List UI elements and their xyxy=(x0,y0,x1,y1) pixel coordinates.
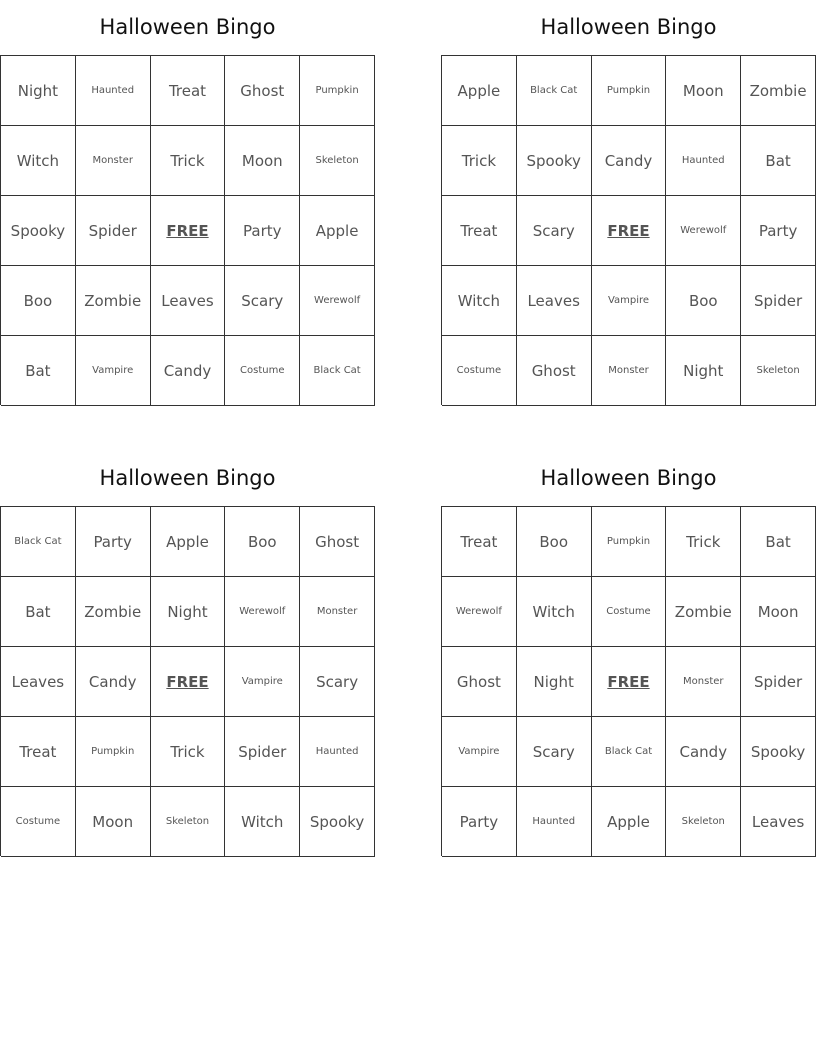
bingo-cell: Bat xyxy=(1,577,76,647)
free-space-cell: FREE xyxy=(151,647,226,717)
bingo-cell: Costume xyxy=(592,577,667,647)
bingo-cell: Night xyxy=(151,577,226,647)
bingo-cell: Spider xyxy=(76,196,151,266)
bingo-cell: Ghost xyxy=(442,647,517,717)
bingo-cell: Vampire xyxy=(442,717,517,787)
bingo-cell: Leaves xyxy=(151,266,226,336)
bingo-cell: Moon xyxy=(225,126,300,196)
bingo-cell: Apple xyxy=(442,56,517,126)
bingo-cell: Werewolf xyxy=(666,196,741,266)
bingo-cell: Night xyxy=(517,647,592,717)
bingo-cell: Spider xyxy=(741,266,816,336)
bingo-cell: Party xyxy=(442,787,517,857)
bingo-cell: Werewolf xyxy=(442,577,517,647)
bingo-cell: Ghost xyxy=(517,336,592,406)
bingo-cell: Skeleton xyxy=(666,787,741,857)
bingo-cell: Boo xyxy=(225,507,300,577)
bingo-card-2 xyxy=(441,0,816,405)
bingo-cell: Bat xyxy=(1,336,76,406)
bingo-cell: Witch xyxy=(517,577,592,647)
free-space-cell: FREE xyxy=(592,647,667,717)
bingo-cell: Black Cat xyxy=(1,507,76,577)
bingo-cell: Bat xyxy=(741,507,816,577)
bingo-card-4 xyxy=(441,451,816,856)
bingo-cell: Treat xyxy=(1,717,76,787)
bingo-cell: Vampire xyxy=(225,647,300,717)
bingo-cell: Spooky xyxy=(300,787,375,857)
bingo-cell: Boo xyxy=(517,507,592,577)
card-title: Halloween Bingo xyxy=(540,15,717,39)
bingo-cell: Trick xyxy=(151,717,226,787)
bingo-card-3 xyxy=(0,451,375,856)
bingo-cell: Trick xyxy=(151,126,226,196)
bingo-cell: Skeleton xyxy=(741,336,816,406)
bingo-grid xyxy=(0,55,375,405)
bingo-cell: Pumpkin xyxy=(76,717,151,787)
bingo-cell: Werewolf xyxy=(300,266,375,336)
bingo-cell: Scary xyxy=(225,266,300,336)
bingo-cell: Night xyxy=(1,56,76,126)
bingo-cell: Boo xyxy=(1,266,76,336)
bingo-cell: Spooky xyxy=(741,717,816,787)
bingo-cell: Haunted xyxy=(666,126,741,196)
bingo-cell: Black Cat xyxy=(592,717,667,787)
bingo-cell: Party xyxy=(741,196,816,266)
bingo-cell: Haunted xyxy=(76,56,151,126)
bingo-cell: Costume xyxy=(225,336,300,406)
bingo-cell: Spooky xyxy=(517,126,592,196)
bingo-cell: Spider xyxy=(225,717,300,787)
bingo-cell: Night xyxy=(666,336,741,406)
bingo-cell: Moon xyxy=(741,577,816,647)
bingo-cell: Leaves xyxy=(517,266,592,336)
bingo-cell: Party xyxy=(76,507,151,577)
bingo-card-1 xyxy=(0,0,375,405)
bingo-cell: Candy xyxy=(151,336,226,406)
bingo-cell: Haunted xyxy=(517,787,592,857)
bingo-cell: Moon xyxy=(76,787,151,857)
bingo-cell: Scary xyxy=(517,196,592,266)
bingo-cell: Pumpkin xyxy=(300,56,375,126)
bingo-cell: Pumpkin xyxy=(592,56,667,126)
bingo-cell: Black Cat xyxy=(517,56,592,126)
bingo-cell: Party xyxy=(225,196,300,266)
bingo-cell: Moon xyxy=(666,56,741,126)
bingo-cell: Trick xyxy=(666,507,741,577)
bingo-cell: Witch xyxy=(1,126,76,196)
bingo-cell: Werewolf xyxy=(225,577,300,647)
bingo-cell: Costume xyxy=(1,787,76,857)
bingo-cell: Scary xyxy=(300,647,375,717)
bingo-cell: Zombie xyxy=(666,577,741,647)
bingo-cell: Candy xyxy=(592,126,667,196)
free-space-cell: FREE xyxy=(592,196,667,266)
bingo-cell: Witch xyxy=(225,787,300,857)
bingo-cell: Ghost xyxy=(225,56,300,126)
bingo-cell: Vampire xyxy=(592,266,667,336)
card-title: Halloween Bingo xyxy=(99,466,276,490)
bingo-cell: Leaves xyxy=(741,787,816,857)
bingo-cell: Boo xyxy=(666,266,741,336)
bingo-cell: Costume xyxy=(442,336,517,406)
bingo-cell: Monster xyxy=(300,577,375,647)
bingo-cell: Zombie xyxy=(76,266,151,336)
bingo-cell: Spooky xyxy=(1,196,76,266)
bingo-cell: Ghost xyxy=(300,507,375,577)
bingo-grid xyxy=(441,55,816,405)
bingo-cell: Monster xyxy=(666,647,741,717)
bingo-cell: Apple xyxy=(300,196,375,266)
bingo-cell: Spider xyxy=(741,647,816,717)
bingo-cell: Witch xyxy=(442,266,517,336)
bingo-cell: Skeleton xyxy=(151,787,226,857)
bingo-cell: Treat xyxy=(151,56,226,126)
bingo-cell: Pumpkin xyxy=(592,507,667,577)
bingo-cell: Apple xyxy=(151,507,226,577)
bingo-cell: Scary xyxy=(517,717,592,787)
bingo-cell: Monster xyxy=(592,336,667,406)
bingo-cell: Skeleton xyxy=(300,126,375,196)
bingo-cell: Black Cat xyxy=(300,336,375,406)
bingo-cell: Leaves xyxy=(1,647,76,717)
bingo-cell: Treat xyxy=(442,507,517,577)
bingo-grid xyxy=(441,506,816,856)
bingo-cell: Vampire xyxy=(76,336,151,406)
bingo-cell: Candy xyxy=(666,717,741,787)
free-space-cell: FREE xyxy=(151,196,226,266)
bingo-cell: Zombie xyxy=(76,577,151,647)
bingo-cell: Haunted xyxy=(300,717,375,787)
bingo-cell: Monster xyxy=(76,126,151,196)
bingo-cell: Trick xyxy=(442,126,517,196)
bingo-cell: Apple xyxy=(592,787,667,857)
bingo-cell: Treat xyxy=(442,196,517,266)
card-title: Halloween Bingo xyxy=(540,466,717,490)
bingo-cell: Bat xyxy=(741,126,816,196)
bingo-cell: Candy xyxy=(76,647,151,717)
bingo-cell: Zombie xyxy=(741,56,816,126)
bingo-grid xyxy=(0,506,375,856)
card-title: Halloween Bingo xyxy=(99,15,276,39)
